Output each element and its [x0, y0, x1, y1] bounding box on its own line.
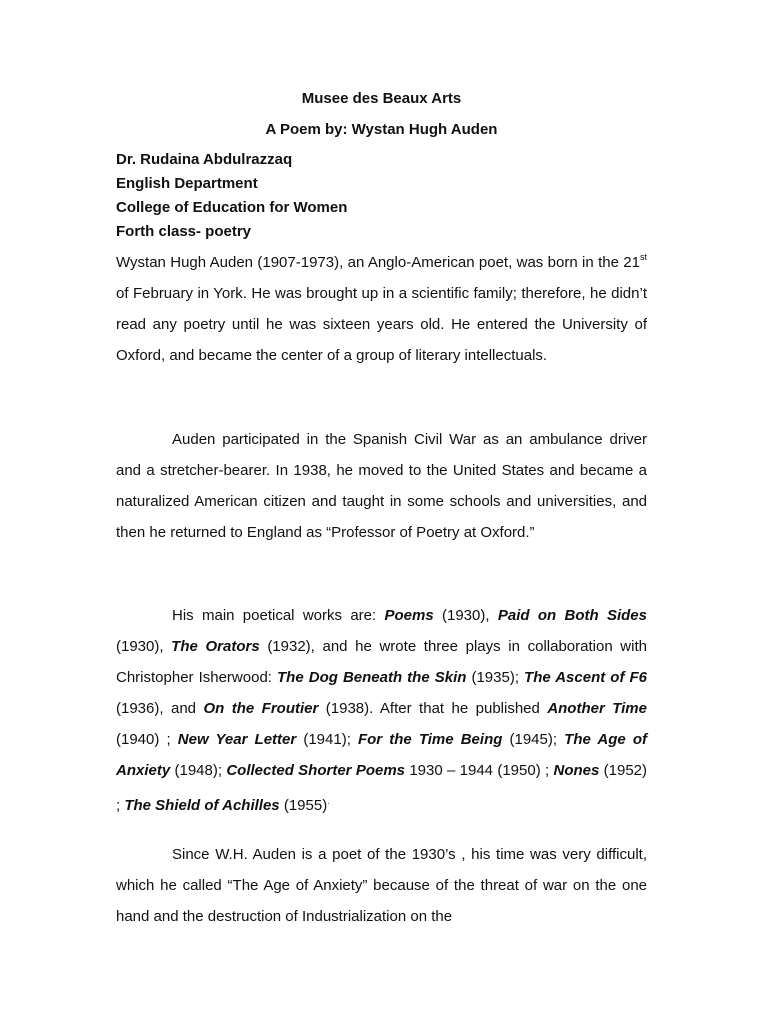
paragraph-text: of February in York. He was brought up in a scientific family; therefore, he didn’t read any poetry until he was sixteen years old. He entered the University of Oxford, and became the center of a group of literary intellectuals.: [116, 285, 647, 364]
work-title: For the Time Being: [357, 731, 503, 748]
text-run: (1938). After that he published: [318, 700, 548, 717]
work-title: Nones: [553, 762, 600, 779]
department: English Department: [116, 175, 258, 192]
work-title: The Orators: [171, 638, 260, 655]
paragraph-text: Wystan Hugh Auden (1907-1973), an Anglo-American poet, was born in the 21: [116, 254, 640, 271]
college: College of Education for Women: [116, 199, 348, 216]
paragraph-text: Since W.H. Auden is a poet of the 1930’s , his time was very difficult, which he called “The Age of Anxiety” because of the threat of war on the one hand and the destruction of Industrialization on the: [116, 846, 647, 925]
work-title: The Ascent of F6: [524, 669, 647, 686]
text-run: (1955): [279, 797, 328, 814]
document-title: Musee des Beaux Arts: [301, 90, 462, 107]
text-run: (1930),: [433, 607, 498, 624]
work-title: New Year Letter: [177, 731, 297, 748]
document-subtitle: A Poem by: Wystan Hugh Auden: [265, 121, 498, 138]
text-run: His main poetical works are:: [172, 607, 385, 624]
work-title: Poems: [384, 607, 434, 624]
text-run: (1936), and: [116, 700, 204, 717]
stray-mark: .: [327, 797, 330, 806]
text-run: (1932), and he wrote three plays in collaboration with Christopher Isherwood:: [116, 638, 647, 686]
text-run: (1945);: [502, 731, 565, 748]
text-run: (1952) ;: [116, 762, 647, 814]
paragraph-career: [116, 424, 647, 548]
author-block: [116, 148, 347, 244]
work-title: Collected Shorter Poems: [226, 762, 406, 779]
paragraph-biography: [116, 247, 647, 371]
paragraph-works: [116, 600, 647, 821]
work-title: The Dog Beneath the Skin: [277, 669, 467, 686]
paragraph-text: Auden participated in the Spanish Civil War as an ambulance driver and a stretcher-bearer. In 1938, he moved to the United States and became a naturalized American citizen and taught in some schools and universities, and then he returned to England as “Professor of Poetry at Oxford.”: [116, 431, 647, 541]
text-run: (1935);: [466, 669, 525, 686]
ordinal-suffix: st: [639, 252, 647, 262]
work-title: The Age of Anxiety: [116, 731, 647, 779]
text-run: 1930 – 1944 (1950) ;: [405, 762, 554, 779]
class-label: Forth class- poetry: [116, 223, 252, 240]
author-name: Dr. Rudaina Abdulrazzaq: [116, 151, 293, 168]
text-run: (1941);: [296, 731, 358, 748]
paragraph-context: [116, 839, 647, 932]
work-title: On the Froutier: [203, 700, 319, 717]
text-run: (1940) ;: [116, 731, 178, 748]
text-run: (1948);: [170, 762, 227, 779]
text-run: (1930),: [116, 638, 172, 655]
work-title: Another Time: [547, 700, 647, 717]
work-title: Paid on Both Sides: [497, 607, 647, 624]
work-title: The Shield of Achilles: [124, 797, 280, 814]
